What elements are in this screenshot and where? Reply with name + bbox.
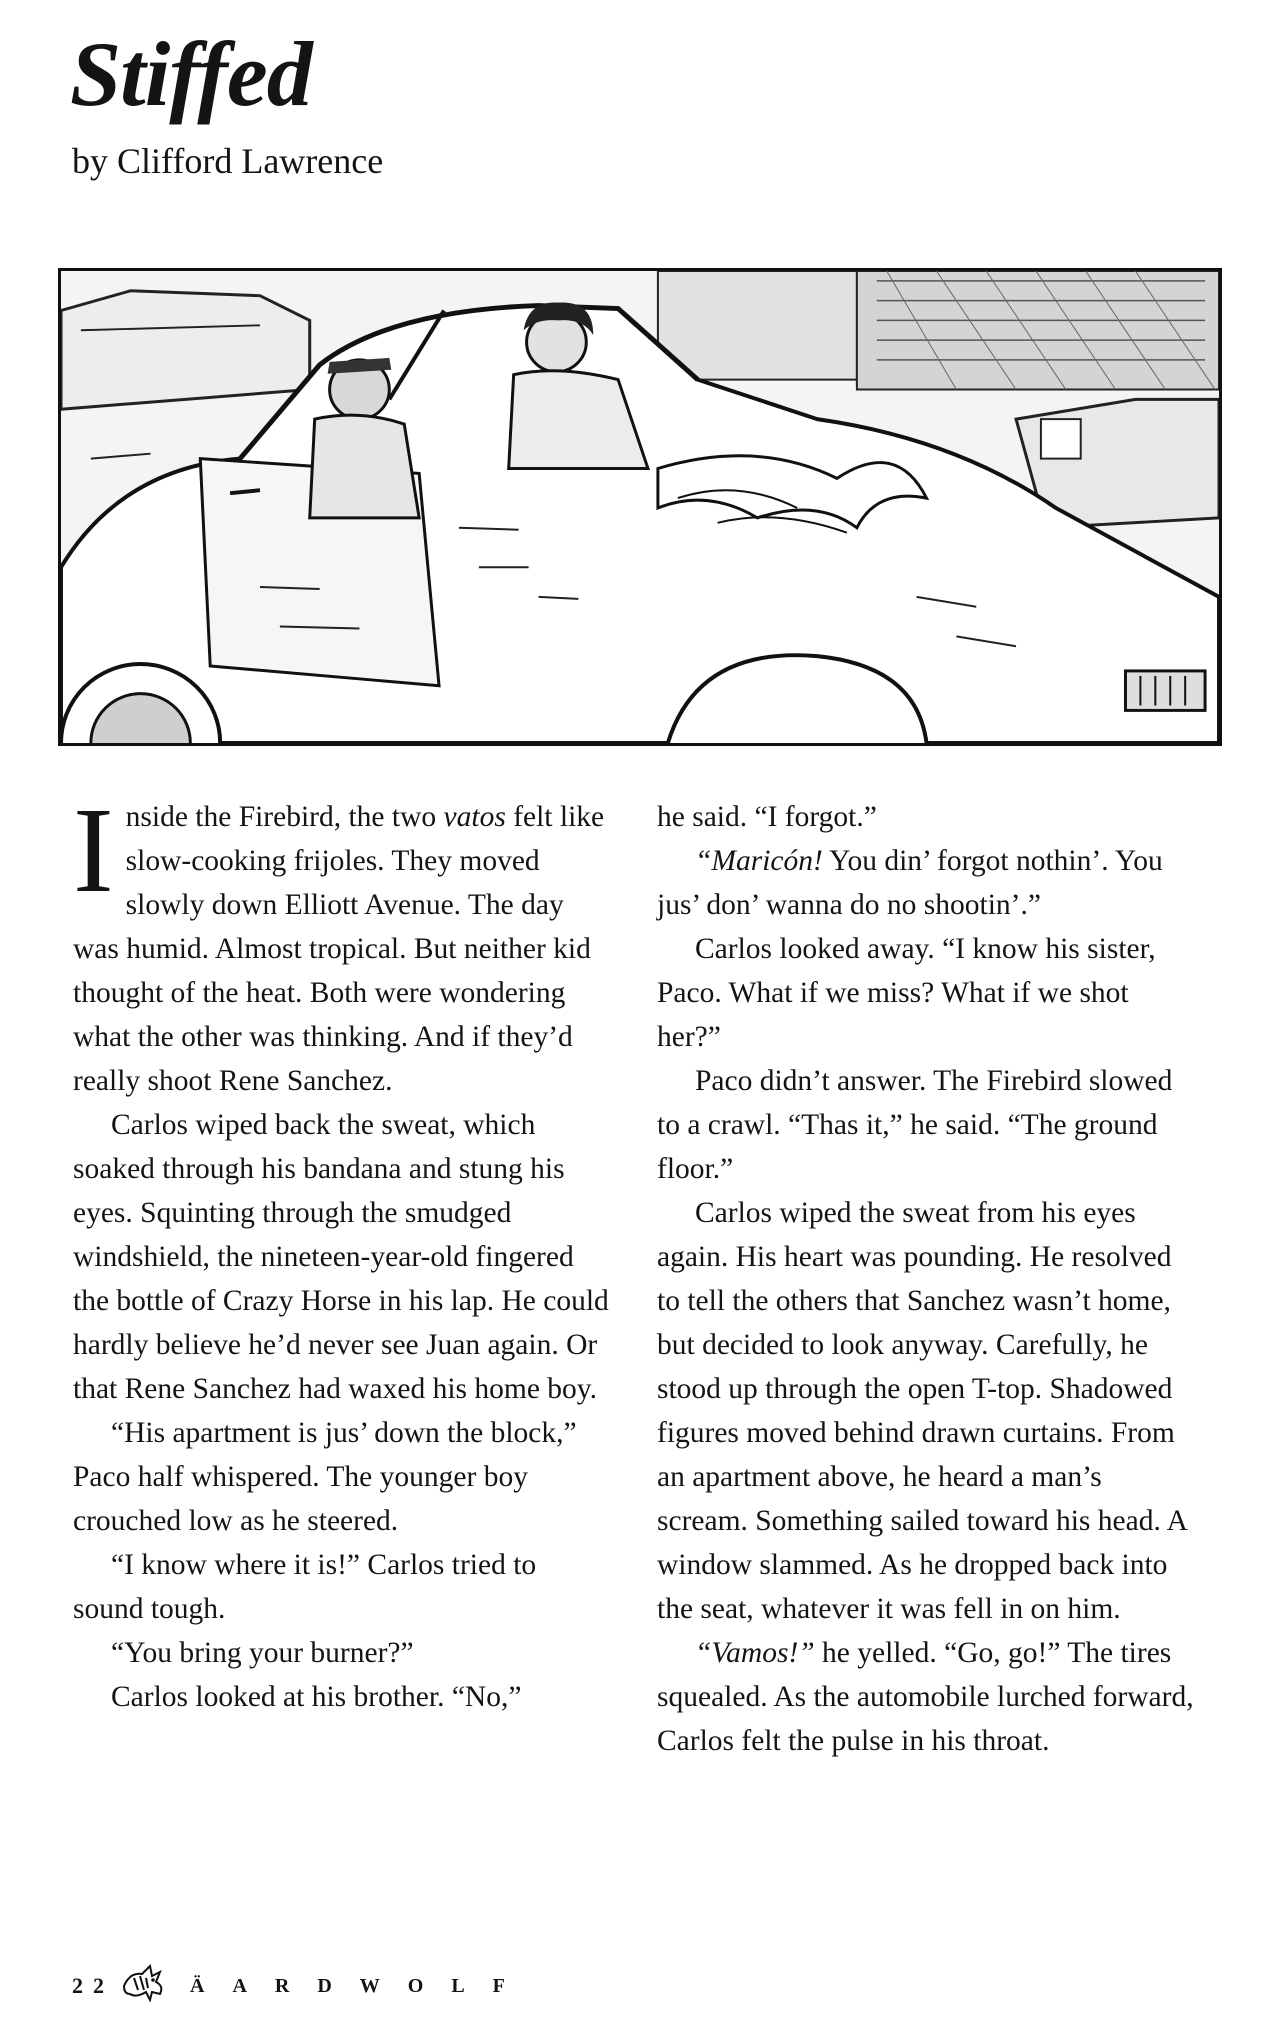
p1-italic-word: vatos [443, 801, 506, 833]
paragraph-3: “His apartment is jus’ down the block,” Paco half whispered. The younger boy crouched low as he steered. [73, 1417, 577, 1537]
p1-line-3: They moved slowly down Elliott [125, 845, 540, 921]
paragraph-8 [657, 839, 1197, 927]
story-title: Stiffed [70, 23, 312, 125]
paragraph-1 [73, 783, 613, 1103]
text-column-right [657, 795, 1197, 1763]
paragraph-6: Carlos looked at his brother. “No,” [111, 1681, 522, 1713]
p1-line-1: nside the Firebird, the two [125, 801, 444, 833]
paragraph-11: Carlos wiped the sweat from his eyes again. His heart was pounding. He resolved to tell the others that Sanchez wasn’t home, but decided to look anyway. Carefully, he stood up through the open T-top. Shadowed figures moved behind drawn curtains. From an apartment above, he heard a man’s scream. Something sailed toward his head. A window slammed. As he dropped back into the seat, whatever it was fell in on him. [657, 1197, 1187, 1625]
car-illustration-icon [61, 271, 1219, 743]
p8-rest: You din’ forgot nothin’. You jus’ don’ wanna do no shootin’.” [657, 845, 1163, 921]
paragraph-5: “You bring your burner?” [111, 1637, 414, 1669]
story-byline: by Clifford Lawrence [72, 141, 384, 181]
page-footer [72, 1966, 533, 2006]
page-number: 22 [72, 1973, 114, 1998]
paragraph-9: Carlos looked away. “I know his sister, Paco. What if we miss? What if we shot her?” [657, 933, 1156, 1053]
p1-line-2: felt like slow-cooking frijoles. [125, 801, 605, 877]
paragraph-4: “I know where it is!” Carlos tried to sound tough. [73, 1549, 537, 1625]
magazine-name: ÄARDWOLF [190, 1974, 533, 1997]
p8-italic: “Maricón! [695, 845, 823, 877]
p1-rest: Avenue. The day was humid. Almost tropical. But neither kid thought of the heat. Both were wondering what the other was thinking. And if they’d really shoot Rene Sanchez. [73, 889, 591, 1097]
drop-cap: I [73, 783, 114, 918]
story-illustration [58, 268, 1222, 746]
paragraph-7: he said. “I forgot.” [657, 801, 877, 833]
p12-rest: he yelled. “Go, go!” The tires squealed. As the automobile lurched forward, Carlos felt the pulse in his throat. [657, 1637, 1194, 1757]
paragraph-10: Paco didn’t answer. The Firebird slowed to a crawl. “Thas it,” he said. “The ground floor.” [657, 1065, 1173, 1185]
text-column-left [73, 783, 613, 1719]
aardwolf-logo-icon [120, 1964, 166, 2008]
p12-italic: “Vamos!” [695, 1637, 815, 1669]
paragraph-12 [657, 1631, 1197, 1763]
paragraph-2: Carlos wiped back the sweat, which soaked through his bandana and stung his eyes. Squinting through the smudged windshield, the nineteen-year-old fingered the bottle of Crazy Horse in his lap. He could hardly believe he’d never see Juan again. Or that Rene Sanchez had waxed his home boy. [73, 1109, 609, 1405]
